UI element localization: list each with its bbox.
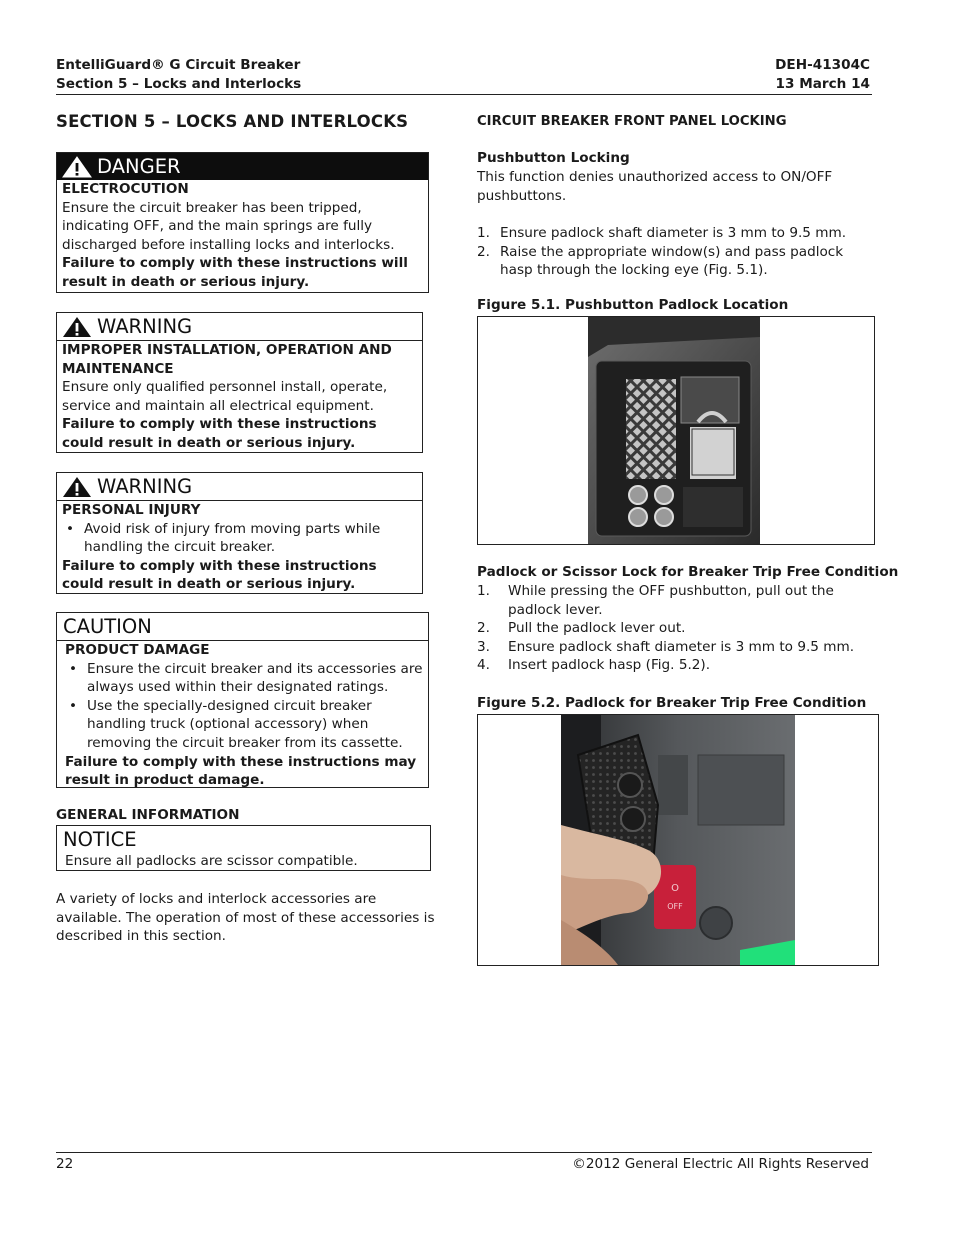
caution-hazard: PRODUCT DAMAGE	[65, 642, 210, 658]
figure-5-1-frame	[477, 316, 875, 545]
copyright-notice: ©2012 General Electric All Rights Reserved	[572, 1156, 869, 1172]
document-date: 13 March 14	[775, 75, 870, 92]
page-number: 22	[56, 1156, 74, 1172]
list-item	[477, 619, 877, 638]
document-number: DEH-41304C	[775, 57, 870, 73]
warning-hazard: IMPROPER INSTALLATION, OPERATION AND MAINTENANCE	[62, 342, 392, 377]
list-item	[477, 656, 877, 675]
warning-header	[57, 473, 422, 501]
step-text: Raise the appropriate window(s) and pass padlock hasp through the locking eye (Fig. 5.1).	[500, 243, 844, 279]
pushbutton-locking-description: This function denies unauthorized access to ON/OFF pushbuttons.	[477, 169, 833, 204]
step-number: 2.	[477, 243, 490, 260]
warning-label: WARNING	[97, 315, 193, 338]
danger-consequence: Failure to comply with these instructions will result in death or serious injury.	[62, 255, 408, 290]
general-information-paragraph: A variety of locks and interlock accessories are available. The operation of most of these accessories is described in this section.	[56, 891, 435, 945]
warning-text: Ensure only qualified personnel install, operate, service and maintain all electrical equipment.	[62, 379, 388, 414]
bullet-item: • Avoid risk of injury from moving parts while handling the circuit breaker.	[84, 520, 417, 557]
footer-rule	[56, 1152, 872, 1153]
product-name: EntelliGuard® G Circuit Breaker	[56, 57, 301, 73]
danger-header	[57, 153, 428, 180]
figure-5-2-caption: Figure 5.2. Padlock for Breaker Trip Free Condition	[477, 695, 867, 711]
warning-bullet-list	[62, 520, 417, 557]
caution-header	[57, 613, 428, 641]
step-text: Ensure padlock shaft diameter is 3 mm to 9.5 mm.	[500, 225, 847, 241]
pushbutton-locking-heading: Pushbutton Locking	[477, 150, 630, 166]
list-item	[477, 224, 877, 243]
warning-hazard: PERSONAL INJURY	[62, 502, 201, 518]
section-name: Section 5 – Locks and Interlocks	[56, 75, 302, 92]
step-number: 1.	[477, 583, 490, 599]
bullet-item: • Use the specially-designed circuit breaker handling truck (optional accessory) when removing the circuit breaker from its cassette.	[87, 697, 423, 753]
pushbutton-steps-list	[477, 224, 877, 280]
warning-box-personal-injury	[56, 472, 423, 594]
general-information-heading: GENERAL INFORMATION	[56, 807, 240, 823]
section-title: SECTION 5 – LOCKS AND INTERLOCKS	[56, 112, 409, 131]
step-number: 1.	[477, 225, 490, 241]
caution-consequence: Failure to comply with these instructions may result in product damage.	[65, 753, 417, 789]
warning-triangle-icon	[57, 316, 97, 338]
list-item	[477, 638, 877, 657]
warning-consequence: Failure to comply with these instructions could result in death or serious injury.	[62, 416, 377, 451]
step-text: Pull the padlock lever out.	[508, 620, 686, 637]
step-number: 2.	[477, 620, 490, 637]
danger-label: DANGER	[97, 155, 181, 178]
danger-text: Ensure the circuit breaker has been tripped, indicating OFF, and the main springs are fully discharged before installing locks and interlocks.	[62, 199, 395, 253]
warning-consequence: Failure to comply with these instructions could result in death or serious injury.	[62, 557, 377, 593]
caution-bullet-list	[65, 660, 423, 753]
notice-label: NOTICE	[63, 827, 137, 851]
pushbutton-padlock-photo	[478, 317, 874, 544]
bullet-item: • Ensure the circuit breaker and its accessories are always used within their designated ratings.	[87, 660, 423, 697]
warning-box-installation	[56, 312, 423, 453]
front-panel-heading: CIRCUIT BREAKER FRONT PANEL LOCKING	[477, 114, 787, 129]
list-item	[477, 243, 877, 280]
running-header-right	[775, 56, 870, 93]
svg-text:O: O	[671, 883, 679, 894]
figure-5-2-frame	[477, 714, 879, 966]
step-text: Insert padlock hasp (Fig. 5.2).	[508, 657, 711, 674]
padlock-trip-free-photo	[478, 715, 878, 965]
step-number: 4.	[477, 657, 490, 674]
warning-label: WARNING	[97, 475, 193, 498]
caution-label: CAUTION	[63, 615, 152, 638]
list-item	[477, 582, 877, 619]
header-rule	[56, 94, 872, 95]
notice-header	[57, 826, 430, 852]
running-header-left	[56, 56, 301, 93]
step-text: While pressing the OFF pushbutton, pull out the padlock lever.	[508, 583, 834, 618]
warning-triangle-icon	[57, 476, 97, 498]
danger-hazard: ELECTROCUTION	[62, 181, 189, 197]
notice-box	[56, 825, 431, 871]
warning-triangle-icon	[57, 156, 97, 178]
figure-5-1-caption: Figure 5.1. Pushbutton Padlock Location	[477, 297, 789, 313]
padlock-scissor-heading: Padlock or Scissor Lock for Breaker Trip Free Condition	[477, 564, 899, 580]
step-text: Ensure padlock shaft diameter is 3 mm to 9.5 mm.	[508, 638, 855, 655]
padlock-steps-list	[477, 582, 877, 675]
caution-box	[56, 612, 429, 788]
svg-text:OFF: OFF	[667, 902, 683, 911]
danger-box	[56, 152, 429, 293]
notice-text: Ensure all padlocks are scissor compatible.	[65, 853, 358, 869]
warning-header	[57, 313, 422, 341]
step-number: 3.	[477, 638, 490, 655]
